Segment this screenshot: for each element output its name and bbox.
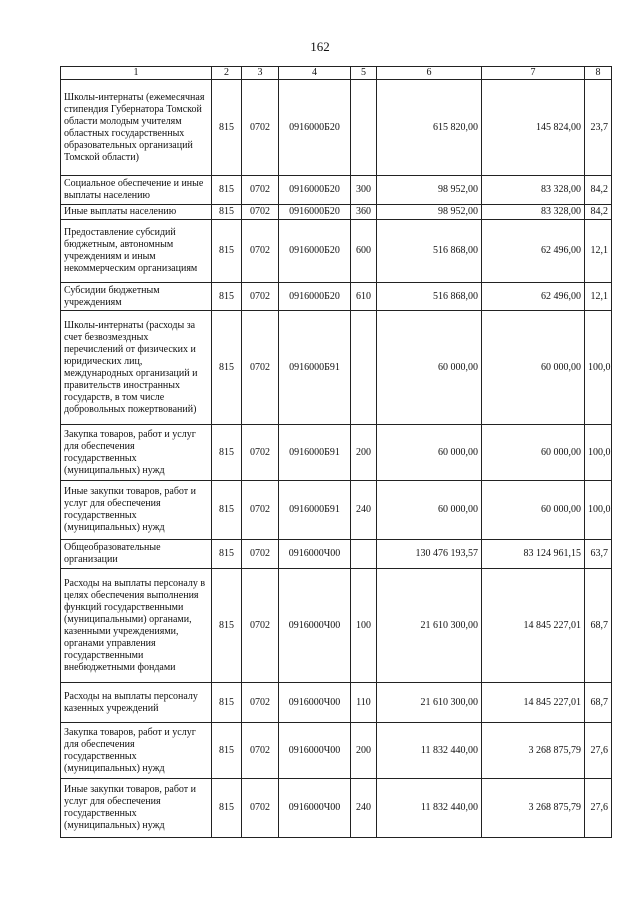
row-rz: 0702	[242, 683, 279, 723]
row-name: Расходы на выплаты персоналу в целях обеспечения выполнения функций государственными (муниципальными) органами, казенными учреждениями, органами управления государственными внебюджетными фондами	[61, 569, 212, 683]
row-ved: 815	[212, 283, 242, 311]
row-csr: 0916000Б91	[279, 311, 351, 425]
row-csr: 0916000Б20	[279, 283, 351, 311]
row-vr: 360	[351, 205, 377, 220]
row-name: Предоставление субсидий бюджетным, автономным учреждениям и иным некоммерческим организациям	[61, 220, 212, 283]
row-pct: 84,2	[585, 176, 612, 205]
row-vr	[351, 80, 377, 176]
row-vr: 600	[351, 220, 377, 283]
row-rz: 0702	[242, 220, 279, 283]
row-plan: 516 868,00	[377, 220, 482, 283]
row-plan: 130 476 193,57	[377, 540, 482, 569]
table-row	[61, 176, 612, 205]
row-fact: 83 328,00	[482, 205, 585, 220]
header-cell: 7	[482, 67, 585, 80]
row-rz: 0702	[242, 540, 279, 569]
row-name: Закупка товаров, работ и услуг для обеспечения государственных (муниципальных) нужд	[61, 723, 212, 779]
row-ved: 815	[212, 683, 242, 723]
header-row	[61, 67, 612, 80]
row-plan: 60 000,00	[377, 481, 482, 540]
row-pct: 68,7	[585, 683, 612, 723]
row-name: Общеобразовательные организации	[61, 540, 212, 569]
row-name: Иные закупки товаров, работ и услуг для обеспечения государственных (муниципальных) нужд	[61, 779, 212, 838]
row-pct: 12,1	[585, 220, 612, 283]
row-fact: 60 000,00	[482, 311, 585, 425]
table-row	[61, 723, 612, 779]
row-fact: 3 268 875,79	[482, 723, 585, 779]
row-ved: 815	[212, 779, 242, 838]
row-pct: 23,7	[585, 80, 612, 176]
row-vr: 110	[351, 683, 377, 723]
table-row	[61, 311, 612, 425]
row-csr: 0916000Ч00	[279, 540, 351, 569]
row-rz: 0702	[242, 176, 279, 205]
row-vr: 200	[351, 425, 377, 481]
table-row	[61, 569, 612, 683]
row-pct: 68,7	[585, 569, 612, 683]
row-fact: 83 124 961,15	[482, 540, 585, 569]
row-ved: 815	[212, 205, 242, 220]
row-csr: 0916000Б20	[279, 220, 351, 283]
table-row	[61, 80, 612, 176]
row-fact: 3 268 875,79	[482, 779, 585, 838]
table-row	[61, 481, 612, 540]
row-ved: 815	[212, 311, 242, 425]
row-ved: 815	[212, 220, 242, 283]
row-csr: 0916000Б20	[279, 176, 351, 205]
page-number: 162	[310, 39, 330, 54]
row-pct: 27,6	[585, 723, 612, 779]
header-cell: 3	[242, 67, 279, 80]
row-pct: 100,0	[585, 311, 612, 425]
row-plan: 98 952,00	[377, 176, 482, 205]
row-plan: 615 820,00	[377, 80, 482, 176]
header-cell: 2	[212, 67, 242, 80]
row-plan: 21 610 300,00	[377, 569, 482, 683]
row-name: Социальное обеспечение и иные выплаты населению	[61, 176, 212, 205]
table-row	[61, 220, 612, 283]
row-vr: 200	[351, 723, 377, 779]
row-name: Субсидии бюджетным учреждениям	[61, 283, 212, 311]
table-row	[61, 205, 612, 220]
row-plan: 21 610 300,00	[377, 683, 482, 723]
row-fact: 62 496,00	[482, 220, 585, 283]
row-rz: 0702	[242, 283, 279, 311]
row-rz: 0702	[242, 80, 279, 176]
row-name: Иные закупки товаров, работ и услуг для обеспечения государственных (муниципальных) нужд	[61, 481, 212, 540]
table-row	[61, 779, 612, 838]
row-plan: 11 832 440,00	[377, 779, 482, 838]
row-vr: 100	[351, 569, 377, 683]
row-csr: 0916000Ч00	[279, 779, 351, 838]
row-pct: 84,2	[585, 205, 612, 220]
header-cell: 1	[61, 67, 212, 80]
row-plan: 11 832 440,00	[377, 723, 482, 779]
budget-table	[60, 66, 612, 838]
row-csr: 0916000Б91	[279, 481, 351, 540]
row-vr: 240	[351, 779, 377, 838]
row-ved: 815	[212, 569, 242, 683]
row-csr: 0916000Б20	[279, 205, 351, 220]
row-name: Расходы на выплаты персоналу казенных учреждений	[61, 683, 212, 723]
row-csr: 0916000Ч00	[279, 683, 351, 723]
header-cell: 6	[377, 67, 482, 80]
header-cell: 4	[279, 67, 351, 80]
row-pct: 63,7	[585, 540, 612, 569]
row-rz: 0702	[242, 569, 279, 683]
row-ved: 815	[212, 723, 242, 779]
row-csr: 0916000Б91	[279, 425, 351, 481]
row-ved: 815	[212, 176, 242, 205]
row-pct: 27,6	[585, 779, 612, 838]
row-rz: 0702	[242, 779, 279, 838]
row-vr	[351, 311, 377, 425]
row-rz: 0702	[242, 311, 279, 425]
row-vr: 610	[351, 283, 377, 311]
row-fact: 145 824,00	[482, 80, 585, 176]
row-plan: 60 000,00	[377, 425, 482, 481]
table-row	[61, 425, 612, 481]
row-name: Школы-интернаты (расходы за счет безвозмездных перечислений от физических и юридических лиц, международных организаций и правительств иностранных государств, в том числе добровольных пожертвований)	[61, 311, 212, 425]
row-pct: 12,1	[585, 283, 612, 311]
row-vr: 300	[351, 176, 377, 205]
row-fact: 83 328,00	[482, 176, 585, 205]
row-rz: 0702	[242, 481, 279, 540]
row-ved: 815	[212, 80, 242, 176]
row-plan: 98 952,00	[377, 205, 482, 220]
row-rz: 0702	[242, 205, 279, 220]
row-name: Иные выплаты населению	[61, 205, 212, 220]
row-name: Школы-интернаты (ежемесячная стипендия Губернатора Томской области молодым учителям областных государственных образовательных организаций Томской области)	[61, 80, 212, 176]
row-plan: 516 868,00	[377, 283, 482, 311]
row-ved: 815	[212, 540, 242, 569]
table-row	[61, 683, 612, 723]
table-row	[61, 283, 612, 311]
row-fact: 60 000,00	[482, 425, 585, 481]
row-fact: 14 845 227,01	[482, 683, 585, 723]
header-cell: 8	[585, 67, 612, 80]
row-pct: 100,0	[585, 425, 612, 481]
row-name: Закупка товаров, работ и услуг для обеспечения государственных (муниципальных) нужд	[61, 425, 212, 481]
header-cell: 5	[351, 67, 377, 80]
row-rz: 0702	[242, 723, 279, 779]
row-csr: 0916000Б20	[279, 80, 351, 176]
row-pct: 100,0	[585, 481, 612, 540]
row-fact: 60 000,00	[482, 481, 585, 540]
row-ved: 815	[212, 481, 242, 540]
row-csr: 0916000Ч00	[279, 569, 351, 683]
row-fact: 14 845 227,01	[482, 569, 585, 683]
row-rz: 0702	[242, 425, 279, 481]
row-ved: 815	[212, 425, 242, 481]
row-plan: 60 000,00	[377, 311, 482, 425]
table-row	[61, 540, 612, 569]
row-fact: 62 496,00	[482, 283, 585, 311]
row-vr	[351, 540, 377, 569]
row-csr: 0916000Ч00	[279, 723, 351, 779]
row-vr: 240	[351, 481, 377, 540]
